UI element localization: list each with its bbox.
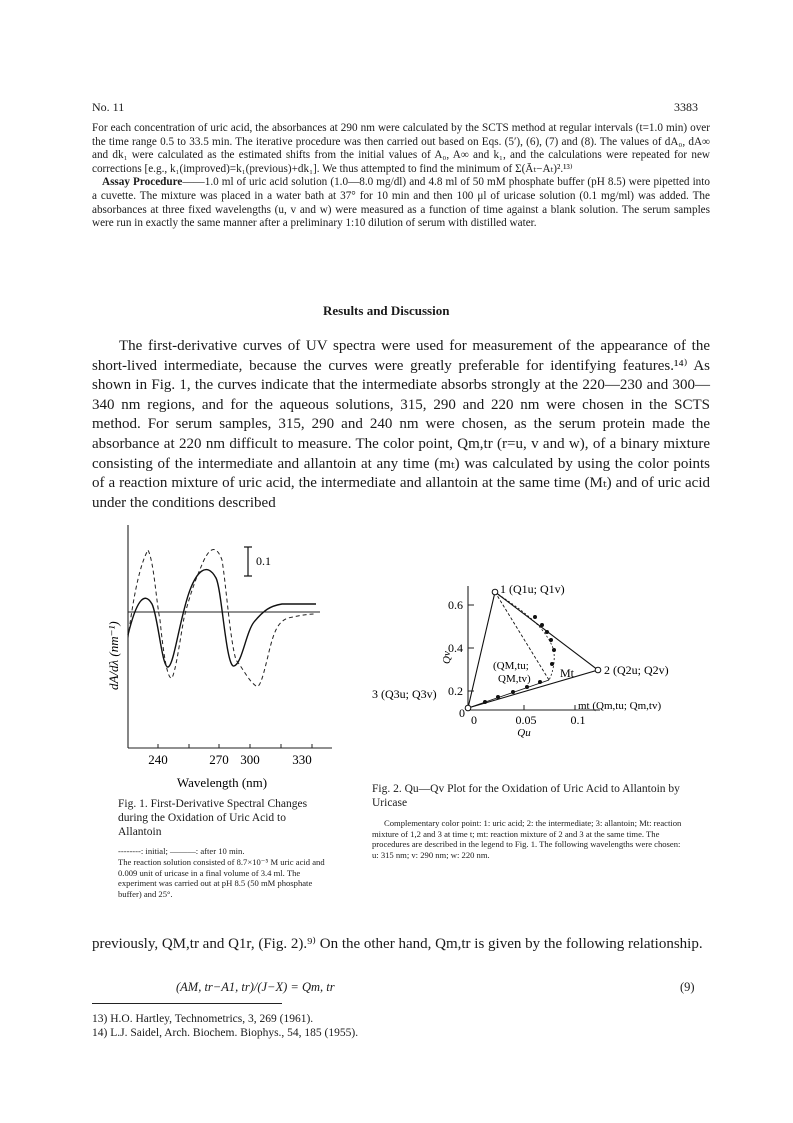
fig2-label-qm-b: QM,tv) <box>498 673 531 685</box>
fig2-label-mt: Mt <box>560 666 575 680</box>
fig1-chart <box>92 520 352 795</box>
fig2-ytick-06: 0.6 <box>448 598 463 612</box>
assay-text: ——1.0 ml of uric acid solution (1.0—8.0 mg/dl) and 4.8 ml of 50 mM phosphate buffer (pH 8.5) were pipetted into a cuvette. The mixture was placed in a water bath at 37° for 10 min and then 100 μl of uricase solution (0.1 mg/ml) was added. The absorbances at three fixed wavelengths (u, v and w) were measured as a function of time against a blank solution. The serum samples were run in exactly the same manner after a preliminary 1:10 dilution of serum with distilled water. <box>92 176 710 230</box>
after-figure-paragraph <box>92 935 710 955</box>
fig1-note: The reaction solution consisted of 8.7×10⁻⁵ M uric acid and 0.009 unit of uricase in a final volume of 3.4 ml. The experiment was carried out at pH 8.5 (50 mM phosphate buffer) and 25°. <box>118 857 325 899</box>
fig2-label-mt-small: mt (Qm,tu; Qm,tv) <box>578 700 662 712</box>
assay-title: Assay Procedure <box>102 176 183 189</box>
fig1-curve-after-10min <box>128 570 316 667</box>
fig2-y-label: Qv <box>441 651 453 664</box>
footnote-14: 14) L.J. Saidel, Arch. Biochem. Biophys., 54, 185 (1955). <box>92 1027 359 1039</box>
equation-number: (9) <box>680 980 695 994</box>
results-paragraph <box>92 337 710 513</box>
assay-paragraph <box>92 176 710 230</box>
fig1-y-label: dA/dλ (nm⁻¹) <box>106 621 121 690</box>
fig1-scale-bar <box>244 547 252 576</box>
fig1-xtick-330: 330 <box>292 752 312 767</box>
footnote-13: 13) H.O. Hartley, Technometrics, 3, 269 (1961). <box>92 1013 314 1025</box>
methods-section <box>92 122 710 231</box>
methods-paragraph: For each concentration of uric acid, the absorbances at 290 nm were calculated by the SCTS method at regular intervals (t=1.0 min) over the time range 0.5 to 33.5 min. The iterative procedure was then carried out based on Eqs. (5′), (6), (7) and (8). The values of dA₀, dA∞ and dk₁ were calculated as the estimated shifts from the initial values of A₀, A∞ and k₁, and the calculations were repeated for new corrections [e.g., k₁(improved)=k₁(previous)+dk₁]. We thus attempted to find the minimum of Σ(Āₜ−Aₜ)².¹³⁾ <box>92 122 710 175</box>
fig2-label-1: 1 (Q1u; Q1v) <box>500 582 565 596</box>
fig2-point-1 <box>492 589 498 595</box>
fig2-point-3 <box>465 705 471 711</box>
fig2-caption <box>372 782 682 810</box>
section-title: Results and Discussion <box>323 303 450 318</box>
footnote-rule <box>92 1003 282 1004</box>
fig2-xtick-0: 0 <box>471 713 477 727</box>
fig2-xtick-01: 0.1 <box>570 713 586 727</box>
fig2-triangle <box>468 592 598 708</box>
fig2-label-3: 3 (Q3u; Q3v) <box>372 687 437 701</box>
fig1-xtick-270: 270 <box>209 752 229 767</box>
equation: (AM, tr−A1, tr)/(J−X) = Qm, tr <box>176 980 335 994</box>
fig2-caption-num: Fig. 2. <box>372 783 402 795</box>
fig1-xtick-300: 300 <box>240 752 260 767</box>
fig2-xtick-005: 0.05 <box>515 713 537 727</box>
fig1-caption-text: First-Derivative Spectral Changes during the Oxidation of Uric Acid to Allantoin <box>118 798 308 838</box>
fig2-x-label: Qu <box>517 727 531 738</box>
fig2-label-2: 2 (Q2u; Q2v) <box>604 663 669 677</box>
fig1-x-ticks <box>158 744 312 748</box>
fig2-ytick-0: 0 <box>459 706 465 720</box>
fig1-xtick-240: 240 <box>148 752 168 767</box>
fig1-scale-label: 0.1 <box>256 554 271 568</box>
fig1-x-label: Wavelength (nm) <box>176 775 268 790</box>
fig2-note: Complementary color point: 1: uric acid; 2: the intermediate; 3: allantoin; Mt: reaction mixture of 1,2 and 3 at time t; mt: reaction mixture of 2 and 3 at the same time. The procedures are described in the legend to Fig. 1. The following wavelengths were chosen: u: 315 nm; v: 290 nm; w: 220 nm. <box>372 818 682 860</box>
fig1-legend: --------: initial; ———: after 10 min. <box>118 846 245 856</box>
fig2-label-qm-a: (QM,tu; <box>493 660 529 672</box>
fig2-ticks <box>468 605 575 710</box>
fig1-caption <box>118 797 330 839</box>
fig2-ytick-02: 0.2 <box>448 684 463 698</box>
page-number: 3383 <box>674 100 698 114</box>
after-figure-text: previously, QM,tr and Q1r, (Fig. 2).⁹⁾ On the other hand, Qm,tr is given by the following relationship. <box>92 936 703 952</box>
fig2-caption-text: Qu—Qv Plot for the Oxidation of Uric Acid to Allantoin by Uricase <box>372 783 680 809</box>
journal-issue: No. 11 <box>92 100 125 114</box>
fig2-point-2 <box>595 667 601 673</box>
fig2-ytick-04: 0.4 <box>448 641 463 655</box>
fig1-caption-num: Fig. 1. <box>118 798 148 810</box>
fig2-chart <box>368 578 678 738</box>
results-text: The first-derivative curves of UV spectra were used for measurement of the appearance of the short-lived intermediate, because the curves were greatly preferable for identifying features.¹⁴⁾ As shown in Fig. 1, the curves indicate that the intermediate absorbs strongly at the 220—230 and 300—340 nm regions, and for the aqueous solutions, 315, 290 and 220 nm were chosen in the SCTS method. For serum samples, 315, 290 and 240 nm were chosen, as the serum protein made the absorbance at 220 nm difficult to measure. The color point, Qm,tr (r=u, v and w), of a binary mixture consisting of the intermediate and allantoin at any time (mₜ) was calculated by using the color points of a reaction mixture of uric acid, the intermediate and allantoin at the same time (Mₜ) and of uric acid under the conditions described <box>92 338 710 511</box>
